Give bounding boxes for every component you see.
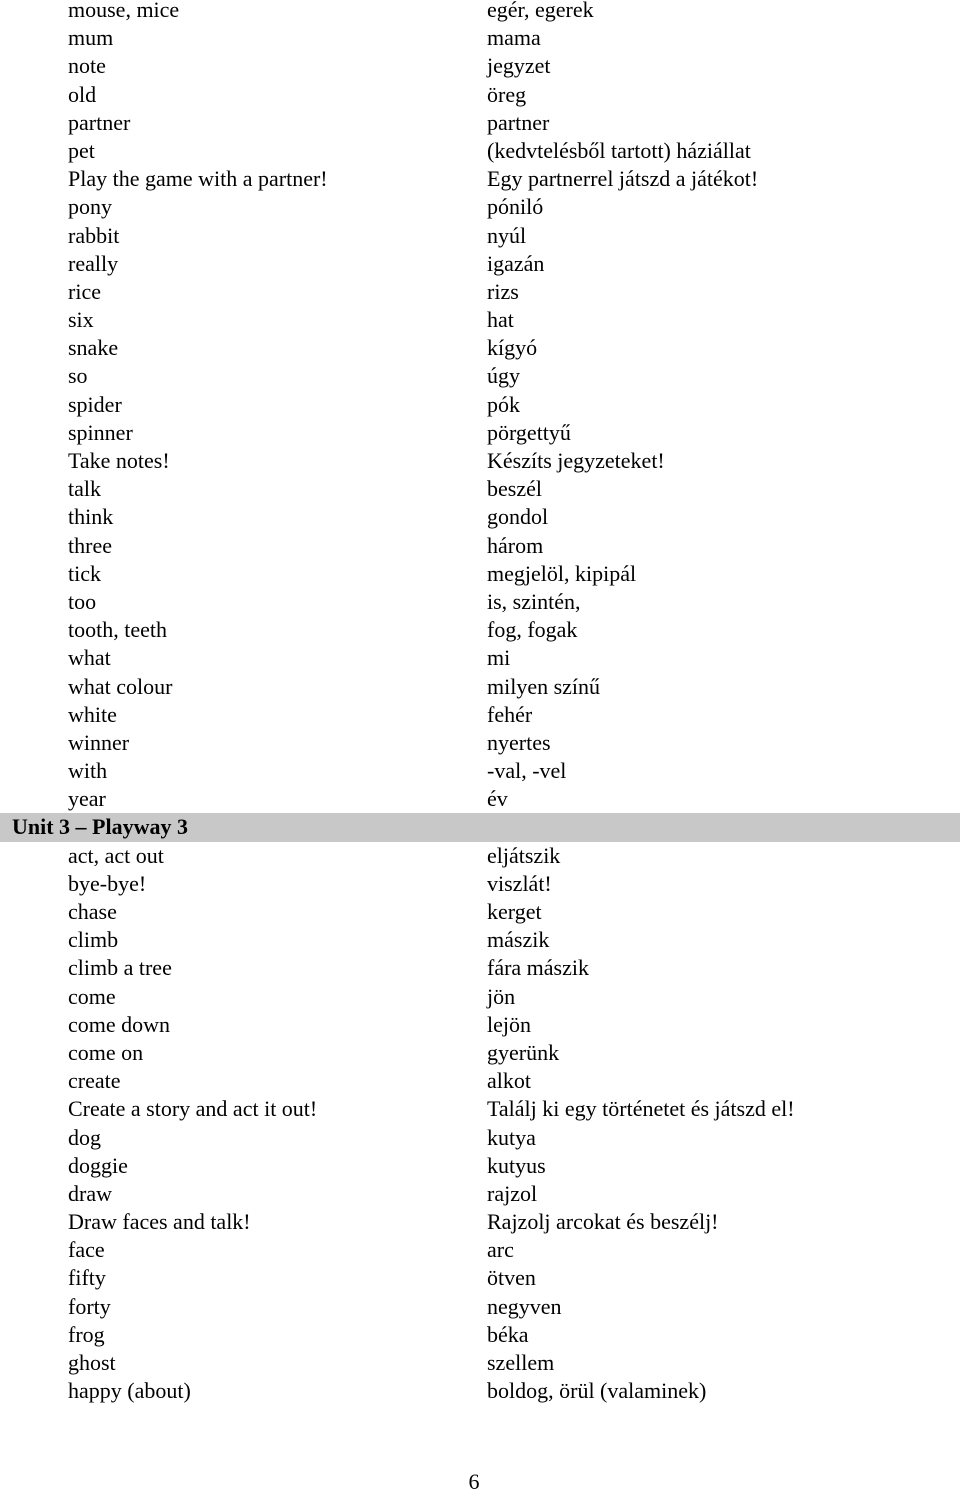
english-term: winner [68,729,130,755]
english-term: forty [68,1293,111,1319]
english-term: tick [68,560,101,586]
vocab-row [0,616,960,644]
vocab-row [0,1067,960,1095]
hungarian-translation: fára mászik [487,955,589,981]
vocab-row [0,24,960,52]
hungarian-translation: beszél [487,476,542,502]
hungarian-translation: Rajzolj arcokat és beszélj! [487,1209,719,1235]
vocab-row [0,588,960,616]
vocab-row [0,870,960,898]
hungarian-translation: viszlát! [487,870,552,896]
english-term: three [68,532,112,558]
english-term: bye-bye! [68,870,147,896]
hungarian-translation: ötven [487,1265,536,1291]
english-term: really [68,250,119,276]
vocab-row [0,1095,960,1123]
english-term: six [68,307,94,333]
vocab-row [0,362,960,390]
vocab-row [0,1377,960,1405]
hungarian-translation: jegyzet [487,53,551,79]
hungarian-translation: -val, -vel [487,758,567,784]
english-term: Create a story and act it out! [68,1096,318,1122]
vocab-row [0,757,960,785]
english-term: fifty [68,1265,106,1291]
vocab-row [0,701,960,729]
vocab-row [0,926,960,954]
english-term: Take notes! [68,448,170,473]
hungarian-translation: három [487,532,544,558]
english-term: act, act out [68,842,164,868]
vocab-row [0,222,960,250]
vocab-row [0,278,960,306]
hungarian-translation: is, szintén, [487,588,581,614]
english-term: come down [68,1011,171,1037]
english-term: draw [68,1180,112,1206]
english-term: snake [68,335,119,361]
english-term: old [68,81,97,107]
vocabulary-group-unit-3 [0,842,960,1406]
vocab-row [0,954,960,982]
vocab-row [0,447,960,475]
hungarian-translation: arc [487,1237,514,1263]
vocab-row [0,81,960,109]
hungarian-translation: igazán [487,250,545,276]
hungarian-translation: mászik [487,927,550,953]
vocab-row [0,52,960,80]
english-term: happy (about) [68,1378,191,1404]
hungarian-translation: jön [487,983,516,1009]
vocab-row [0,1039,960,1067]
hungarian-translation: gondol [487,504,549,530]
hungarian-translation: alkot [487,1068,531,1094]
english-term: pony [68,194,112,220]
vocab-row [0,1180,960,1208]
vocab-row [0,898,960,926]
english-term: come [68,983,116,1009]
english-term: Draw faces and talk! [68,1209,251,1235]
hungarian-translation: rajzol [487,1180,538,1206]
vocab-row [0,842,960,870]
hungarian-translation: Egy partnerrel játszd a játékot! [487,166,759,192]
vocab-row [0,1152,960,1180]
hungarian-translation: mama [487,25,541,51]
hungarian-translation: év [487,786,508,812]
english-term: frog [68,1321,105,1347]
english-term: climb a tree [68,955,172,981]
english-term: note [68,53,106,79]
english-term: climb [68,927,119,953]
english-term: ghost [68,1350,116,1375]
vocab-row [0,1264,960,1292]
english-term: white [68,701,117,727]
hungarian-translation: gyerünk [487,1039,560,1065]
vocab-row [0,532,960,560]
english-term: face [68,1237,105,1263]
hungarian-translation: nyertes [487,729,551,755]
english-term: partner [68,109,131,135]
section-heading: Unit 3 – Playway 3 [0,813,960,841]
vocab-row [0,1349,960,1377]
english-term: think [68,504,114,530]
english-term: year [68,786,106,812]
vocab-row [0,137,960,165]
hungarian-translation: lejön [487,1011,531,1037]
english-term: come on [68,1039,144,1065]
english-term: tooth, teeth [68,617,167,643]
hungarian-translation: kerget [487,899,542,924]
vocab-row [0,475,960,503]
english-term: pet [68,137,95,163]
hungarian-translation: megjelöl, kipipál [487,560,637,586]
english-term: rabbit [68,222,120,248]
english-term: so [68,363,88,389]
english-term: spider [68,391,122,417]
vocab-row [0,673,960,701]
hungarian-translation: milyen színű [487,673,601,699]
hungarian-translation: negyven [487,1293,562,1319]
english-term: chase [68,899,117,924]
hungarian-translation: fehér [487,701,533,727]
english-term: dog [68,1124,101,1150]
vocab-row [0,1321,960,1349]
hungarian-translation: Készíts jegyzeteket! [487,448,665,473]
english-term: create [68,1068,121,1094]
hungarian-translation: fog, fogak [487,617,578,643]
hungarian-translation: kígyó [487,335,538,361]
hungarian-translation: partner [487,109,550,135]
vocab-row [0,0,960,24]
vocab-row [0,729,960,757]
english-term: what [68,645,111,671]
english-term: what colour [68,673,173,699]
vocab-row [0,419,960,447]
vocab-row [0,334,960,362]
vocab-row [0,644,960,672]
hungarian-translation: nyúl [487,222,527,248]
english-term: spinner [68,419,133,445]
vocab-row [0,1293,960,1321]
vocab-row [0,250,960,278]
vocab-row [0,306,960,334]
hungarian-translation: eljátszik [487,842,561,868]
vocab-row [0,193,960,221]
hungarian-translation: béka [487,1321,529,1347]
english-term: talk [68,476,101,502]
english-term: with [68,758,108,784]
hungarian-translation: póniló [487,194,544,220]
vocab-row [0,503,960,531]
vocab-row [0,109,960,137]
vocab-row [0,391,960,419]
vocab-row [0,1011,960,1039]
english-term: doggie [68,1152,128,1178]
page-number: 6 [468,1469,480,1494]
english-term: mouse, mice [68,0,180,22]
hungarian-translation: öreg [487,81,527,107]
hungarian-translation: rizs [487,278,519,304]
vocab-row [0,1208,960,1236]
vocab-row [0,1236,960,1264]
english-term: mum [68,25,114,51]
vocab-row [0,785,960,813]
hungarian-translation: mi [487,645,511,671]
vocab-row [0,165,960,193]
hungarian-translation: kutyus [487,1152,546,1178]
hungarian-translation: egér, egerek [487,0,594,22]
hungarian-translation: (kedvtelésből tartott) háziállat [487,137,751,163]
hungarian-translation: pók [487,391,520,417]
hungarian-translation: boldog, örül (valaminek) [487,1378,707,1404]
hungarian-translation: szellem [487,1350,555,1375]
vocab-row [0,560,960,588]
english-term: too [68,588,97,614]
english-term: Play the game with a partner! [68,166,328,192]
hungarian-translation: hat [487,307,514,333]
english-term: rice [68,278,101,304]
vocab-row [0,1124,960,1152]
vocab-row [0,983,960,1011]
hungarian-translation: Találj ki egy történetet és játszd el! [487,1096,795,1122]
hungarian-translation: kutya [487,1124,536,1150]
hungarian-translation: úgy [487,363,520,389]
hungarian-translation: pörgettyű [487,419,571,445]
